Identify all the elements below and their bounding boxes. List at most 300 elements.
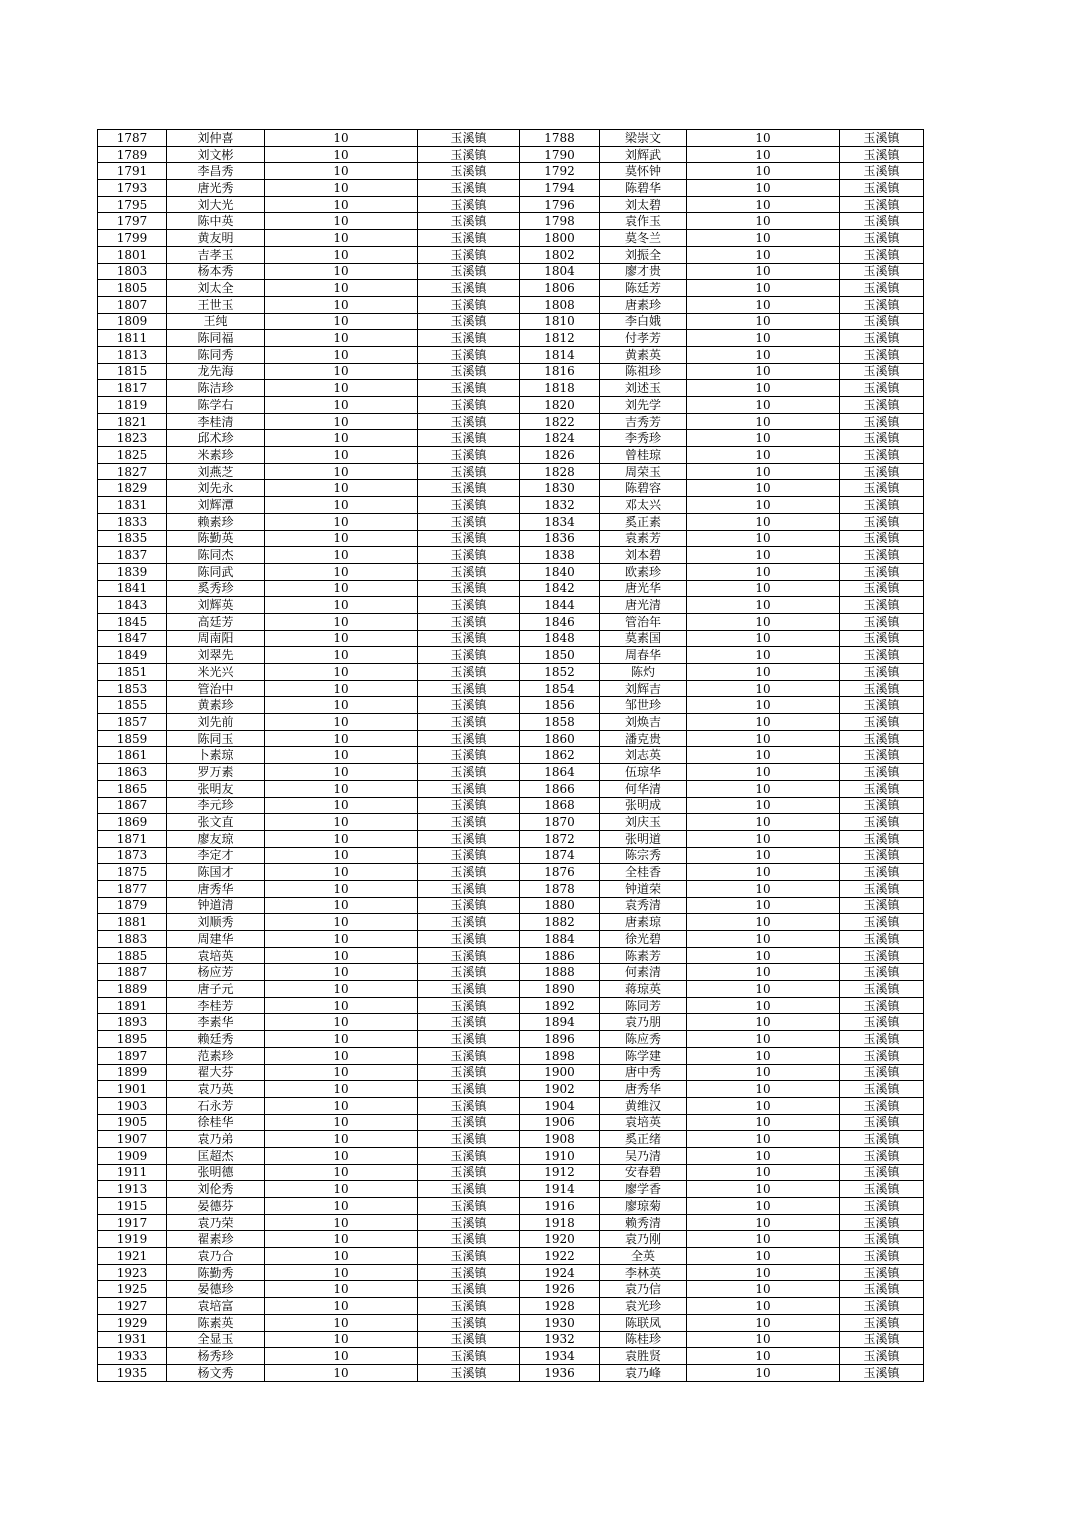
right-township-cell: 玉溪镇: [840, 664, 924, 681]
right-township-cell: 玉溪镇: [840, 780, 924, 797]
left-entry-number-cell: 1893: [98, 1014, 167, 1031]
left-township-cell: 玉溪镇: [418, 1081, 520, 1098]
right-entry-number-cell: 1862: [520, 747, 600, 764]
left-township-cell: 玉溪镇: [418, 1114, 520, 1131]
left-township-cell: 玉溪镇: [418, 163, 520, 180]
table-row: [98, 931, 924, 948]
right-township-cell: 玉溪镇: [840, 964, 924, 981]
right-person-name-cell: 袁秀清: [600, 897, 687, 914]
right-amount-cell: 10: [687, 897, 840, 914]
left-entry-number-cell: 1797: [98, 213, 167, 230]
left-entry-number-cell: 1857: [98, 714, 167, 731]
right-amount-cell: 10: [687, 1348, 840, 1365]
left-person-name-cell: 刘伦秀: [167, 1181, 265, 1198]
table-row: [98, 1348, 924, 1365]
right-township-cell: 玉溪镇: [840, 647, 924, 664]
right-township-cell: 玉溪镇: [840, 430, 924, 447]
left-amount-cell: 10: [265, 714, 418, 731]
left-township-cell: 玉溪镇: [418, 714, 520, 731]
left-entry-number-cell: 1793: [98, 180, 167, 197]
left-entry-number-cell: 1903: [98, 1097, 167, 1114]
right-amount-cell: 10: [687, 497, 840, 514]
right-amount-cell: 10: [687, 1248, 840, 1265]
right-amount-cell: 10: [687, 180, 840, 197]
left-township-cell: 玉溪镇: [418, 697, 520, 714]
right-person-name-cell: 袁作玉: [600, 213, 687, 230]
left-amount-cell: 10: [265, 530, 418, 547]
left-township-cell: 玉溪镇: [418, 230, 520, 247]
left-person-name-cell: 李定才: [167, 847, 265, 864]
table-row: [98, 1264, 924, 1281]
table-row: [98, 180, 924, 197]
left-entry-number-cell: 1843: [98, 597, 167, 614]
left-entry-number-cell: 1927: [98, 1298, 167, 1315]
right-township-cell: 玉溪镇: [840, 764, 924, 781]
left-entry-number-cell: 1819: [98, 397, 167, 414]
left-person-name-cell: 陈同杰: [167, 547, 265, 564]
right-person-name-cell: 莫冬兰: [600, 230, 687, 247]
right-amount-cell: 10: [687, 196, 840, 213]
right-township-cell: 玉溪镇: [840, 346, 924, 363]
left-amount-cell: 10: [265, 296, 418, 313]
left-amount-cell: 10: [265, 947, 418, 964]
right-entry-number-cell: 1836: [520, 530, 600, 547]
left-person-name-cell: 袁乃荣: [167, 1214, 265, 1231]
table-row: [98, 647, 924, 664]
left-person-name-cell: 袁培英: [167, 947, 265, 964]
left-amount-cell: 10: [265, 847, 418, 864]
left-amount-cell: 10: [265, 580, 418, 597]
right-person-name-cell: 刘志英: [600, 747, 687, 764]
roster-table: [97, 129, 924, 1382]
right-amount-cell: 10: [687, 130, 840, 147]
left-entry-number-cell: 1809: [98, 313, 167, 330]
right-entry-number-cell: 1892: [520, 997, 600, 1014]
left-entry-number-cell: 1883: [98, 931, 167, 948]
left-township-cell: 玉溪镇: [418, 647, 520, 664]
left-township-cell: 玉溪镇: [418, 1031, 520, 1048]
right-person-name-cell: 陈同芳: [600, 997, 687, 1014]
right-person-name-cell: 全英: [600, 1248, 687, 1265]
left-entry-number-cell: 1915: [98, 1198, 167, 1215]
left-amount-cell: 10: [265, 1248, 418, 1265]
right-person-name-cell: 陈碧华: [600, 180, 687, 197]
left-entry-number-cell: 1875: [98, 864, 167, 881]
right-amount-cell: 10: [687, 1264, 840, 1281]
left-person-name-cell: 陈同玉: [167, 730, 265, 747]
right-person-name-cell: 陈碧容: [600, 480, 687, 497]
left-township-cell: 玉溪镇: [418, 764, 520, 781]
right-township-cell: 玉溪镇: [840, 847, 924, 864]
table-row: [98, 1181, 924, 1198]
left-entry-number-cell: 1869: [98, 814, 167, 831]
table-row: [98, 764, 924, 781]
left-township-cell: 玉溪镇: [418, 597, 520, 614]
right-person-name-cell: 陈祖珍: [600, 363, 687, 380]
left-person-name-cell: 钟道清: [167, 897, 265, 914]
left-person-name-cell: 周建华: [167, 931, 265, 948]
left-amount-cell: 10: [265, 163, 418, 180]
right-entry-number-cell: 1872: [520, 830, 600, 847]
right-person-name-cell: 陈联凤: [600, 1314, 687, 1331]
left-amount-cell: 10: [265, 213, 418, 230]
right-entry-number-cell: 1882: [520, 914, 600, 931]
left-township-cell: 玉溪镇: [418, 1298, 520, 1315]
right-entry-number-cell: 1810: [520, 313, 600, 330]
left-person-name-cell: 杨秀珍: [167, 1348, 265, 1365]
table-row: [98, 780, 924, 797]
left-entry-number-cell: 1931: [98, 1331, 167, 1348]
right-entry-number-cell: 1788: [520, 130, 600, 147]
right-person-name-cell: 廖才贵: [600, 263, 687, 280]
right-amount-cell: 10: [687, 597, 840, 614]
table-row: [98, 163, 924, 180]
left-amount-cell: 10: [265, 981, 418, 998]
left-entry-number-cell: 1879: [98, 897, 167, 914]
left-entry-number-cell: 1865: [98, 780, 167, 797]
table-row: [98, 1314, 924, 1331]
left-amount-cell: 10: [265, 1114, 418, 1131]
right-amount-cell: 10: [687, 346, 840, 363]
right-entry-number-cell: 1814: [520, 346, 600, 363]
right-township-cell: 玉溪镇: [840, 1264, 924, 1281]
right-person-name-cell: 袁乃信: [600, 1281, 687, 1298]
table-row: [98, 981, 924, 998]
left-amount-cell: 10: [265, 997, 418, 1014]
right-entry-number-cell: 1876: [520, 864, 600, 881]
left-township-cell: 玉溪镇: [418, 246, 520, 263]
left-township-cell: 玉溪镇: [418, 1214, 520, 1231]
left-amount-cell: 10: [265, 130, 418, 147]
left-amount-cell: 10: [265, 864, 418, 881]
right-person-name-cell: 袁乃峰: [600, 1364, 687, 1381]
right-township-cell: 玉溪镇: [840, 613, 924, 630]
left-person-name-cell: 廖友琼: [167, 830, 265, 847]
right-amount-cell: 10: [687, 1031, 840, 1048]
right-entry-number-cell: 1860: [520, 730, 600, 747]
table-row: [98, 130, 924, 147]
left-amount-cell: 10: [265, 447, 418, 464]
right-township-cell: 玉溪镇: [840, 380, 924, 397]
right-amount-cell: 10: [687, 780, 840, 797]
table-row: [98, 1231, 924, 1248]
right-amount-cell: 10: [687, 397, 840, 414]
left-entry-number-cell: 1817: [98, 380, 167, 397]
left-entry-number-cell: 1861: [98, 747, 167, 764]
right-person-name-cell: 赖秀清: [600, 1214, 687, 1231]
right-township-cell: 玉溪镇: [840, 1298, 924, 1315]
left-person-name-cell: 李桂清: [167, 413, 265, 430]
right-person-name-cell: 陈桂珍: [600, 1331, 687, 1348]
table-row: [98, 1198, 924, 1215]
left-entry-number-cell: 1799: [98, 230, 167, 247]
right-entry-number-cell: 1800: [520, 230, 600, 247]
left-entry-number-cell: 1807: [98, 296, 167, 313]
left-person-name-cell: 陈同武: [167, 563, 265, 580]
right-entry-number-cell: 1818: [520, 380, 600, 397]
right-township-cell: 玉溪镇: [840, 1081, 924, 1098]
right-township-cell: 玉溪镇: [840, 730, 924, 747]
right-township-cell: 玉溪镇: [840, 280, 924, 297]
left-amount-cell: 10: [265, 964, 418, 981]
right-entry-number-cell: 1828: [520, 463, 600, 480]
right-amount-cell: 10: [687, 647, 840, 664]
table-row: [98, 1031, 924, 1048]
left-amount-cell: 10: [265, 1097, 418, 1114]
left-entry-number-cell: 1921: [98, 1248, 167, 1265]
right-township-cell: 玉溪镇: [840, 997, 924, 1014]
right-township-cell: 玉溪镇: [840, 547, 924, 564]
right-amount-cell: 10: [687, 1281, 840, 1298]
left-entry-number-cell: 1881: [98, 914, 167, 931]
right-person-name-cell: 付孝芳: [600, 330, 687, 347]
right-township-cell: 玉溪镇: [840, 931, 924, 948]
left-township-cell: 玉溪镇: [418, 1264, 520, 1281]
table-row: [98, 380, 924, 397]
left-amount-cell: 10: [265, 497, 418, 514]
left-amount-cell: 10: [265, 1131, 418, 1148]
left-person-name-cell: 李素华: [167, 1014, 265, 1031]
left-amount-cell: 10: [265, 1214, 418, 1231]
right-amount-cell: 10: [687, 1097, 840, 1114]
left-entry-number-cell: 1839: [98, 563, 167, 580]
left-person-name-cell: 陈学右: [167, 397, 265, 414]
table-row: [98, 1214, 924, 1231]
left-entry-number-cell: 1811: [98, 330, 167, 347]
right-person-name-cell: 刘先学: [600, 397, 687, 414]
left-township-cell: 玉溪镇: [418, 330, 520, 347]
roster-body: [98, 130, 924, 1382]
right-person-name-cell: 莫素国: [600, 630, 687, 647]
left-person-name-cell: 黄素珍: [167, 697, 265, 714]
left-person-name-cell: 袁培富: [167, 1298, 265, 1315]
right-amount-cell: 10: [687, 1064, 840, 1081]
right-person-name-cell: 奚正绪: [600, 1131, 687, 1148]
right-township-cell: 玉溪镇: [840, 296, 924, 313]
left-entry-number-cell: 1831: [98, 497, 167, 514]
right-entry-number-cell: 1804: [520, 263, 600, 280]
left-township-cell: 玉溪镇: [418, 780, 520, 797]
left-amount-cell: 10: [265, 1264, 418, 1281]
right-entry-number-cell: 1798: [520, 213, 600, 230]
right-township-cell: 玉溪镇: [840, 146, 924, 163]
table-row: [98, 547, 924, 564]
right-amount-cell: 10: [687, 1214, 840, 1231]
left-person-name-cell: 刘燕芝: [167, 463, 265, 480]
right-person-name-cell: 钟道荣: [600, 880, 687, 897]
left-amount-cell: 10: [265, 397, 418, 414]
right-person-name-cell: 陈应秀: [600, 1031, 687, 1048]
left-township-cell: 玉溪镇: [418, 263, 520, 280]
left-entry-number-cell: 1873: [98, 847, 167, 864]
right-township-cell: 玉溪镇: [840, 1314, 924, 1331]
right-amount-cell: 10: [687, 830, 840, 847]
table-row: [98, 1047, 924, 1064]
left-entry-number-cell: 1909: [98, 1147, 167, 1164]
left-person-name-cell: 刘文彬: [167, 146, 265, 163]
left-person-name-cell: 刘翠先: [167, 647, 265, 664]
left-township-cell: 玉溪镇: [418, 997, 520, 1014]
left-township-cell: 玉溪镇: [418, 847, 520, 864]
table-row: [98, 1081, 924, 1098]
left-township-cell: 玉溪镇: [418, 213, 520, 230]
right-person-name-cell: 刘辉吉: [600, 680, 687, 697]
right-township-cell: 玉溪镇: [840, 1164, 924, 1181]
left-township-cell: 玉溪镇: [418, 1097, 520, 1114]
table-row: [98, 480, 924, 497]
left-township-cell: 玉溪镇: [418, 313, 520, 330]
right-person-name-cell: 蒋琼英: [600, 981, 687, 998]
left-person-name-cell: 吉孝玉: [167, 246, 265, 263]
table-row: [98, 1064, 924, 1081]
left-amount-cell: 10: [265, 363, 418, 380]
right-entry-number-cell: 1790: [520, 146, 600, 163]
left-entry-number-cell: 1841: [98, 580, 167, 597]
right-township-cell: 玉溪镇: [840, 1348, 924, 1365]
right-entry-number-cell: 1936: [520, 1364, 600, 1381]
right-township-cell: 玉溪镇: [840, 563, 924, 580]
left-amount-cell: 10: [265, 664, 418, 681]
right-person-name-cell: 黄素英: [600, 346, 687, 363]
right-person-name-cell: 陈廷芳: [600, 280, 687, 297]
left-amount-cell: 10: [265, 880, 418, 897]
left-amount-cell: 10: [265, 313, 418, 330]
left-township-cell: 玉溪镇: [418, 730, 520, 747]
right-amount-cell: 10: [687, 680, 840, 697]
right-person-name-cell: 刘述玉: [600, 380, 687, 397]
right-person-name-cell: 周荣玉: [600, 463, 687, 480]
left-person-name-cell: 杨文秀: [167, 1364, 265, 1381]
right-township-cell: 玉溪镇: [840, 196, 924, 213]
right-township-cell: 玉溪镇: [840, 1248, 924, 1265]
right-entry-number-cell: 1834: [520, 513, 600, 530]
left-person-name-cell: 赖廷秀: [167, 1031, 265, 1048]
left-entry-number-cell: 1813: [98, 346, 167, 363]
right-amount-cell: 10: [687, 764, 840, 781]
right-entry-number-cell: 1824: [520, 430, 600, 447]
left-person-name-cell: 王世玉: [167, 296, 265, 313]
right-township-cell: 玉溪镇: [840, 864, 924, 881]
left-township-cell: 玉溪镇: [418, 547, 520, 564]
left-amount-cell: 10: [265, 280, 418, 297]
right-amount-cell: 10: [687, 964, 840, 981]
table-row: [98, 797, 924, 814]
left-township-cell: 玉溪镇: [418, 814, 520, 831]
left-amount-cell: 10: [265, 1348, 418, 1365]
right-entry-number-cell: 1874: [520, 847, 600, 864]
right-person-name-cell: 张明成: [600, 797, 687, 814]
table-row: [98, 947, 924, 964]
left-entry-number-cell: 1833: [98, 513, 167, 530]
right-township-cell: 玉溪镇: [840, 1097, 924, 1114]
right-person-name-cell: 李白娥: [600, 313, 687, 330]
left-entry-number-cell: 1901: [98, 1081, 167, 1098]
table-row: [98, 964, 924, 981]
right-amount-cell: 10: [687, 146, 840, 163]
left-entry-number-cell: 1827: [98, 463, 167, 480]
left-entry-number-cell: 1911: [98, 1164, 167, 1181]
left-person-name-cell: 陈中英: [167, 213, 265, 230]
table-row: [98, 280, 924, 297]
left-entry-number-cell: 1895: [98, 1031, 167, 1048]
right-township-cell: 玉溪镇: [840, 513, 924, 530]
right-entry-number-cell: 1890: [520, 981, 600, 998]
right-amount-cell: 10: [687, 981, 840, 998]
left-person-name-cell: 王纯: [167, 313, 265, 330]
left-amount-cell: 10: [265, 196, 418, 213]
right-township-cell: 玉溪镇: [840, 1131, 924, 1148]
left-township-cell: 玉溪镇: [418, 664, 520, 681]
left-person-name-cell: 范素珍: [167, 1047, 265, 1064]
right-entry-number-cell: 1796: [520, 196, 600, 213]
left-amount-cell: 10: [265, 1364, 418, 1381]
left-person-name-cell: 陈同秀: [167, 346, 265, 363]
left-person-name-cell: 唐子元: [167, 981, 265, 998]
left-person-name-cell: 高廷芳: [167, 613, 265, 630]
left-amount-cell: 10: [265, 1064, 418, 1081]
table-row: [98, 513, 924, 530]
right-entry-number-cell: 1840: [520, 563, 600, 580]
right-township-cell: 玉溪镇: [840, 1181, 924, 1198]
right-entry-number-cell: 1916: [520, 1198, 600, 1215]
table-row: [98, 363, 924, 380]
right-person-name-cell: 何华清: [600, 780, 687, 797]
left-person-name-cell: 杨本秀: [167, 263, 265, 280]
right-person-name-cell: 管治年: [600, 613, 687, 630]
left-amount-cell: 10: [265, 597, 418, 614]
right-person-name-cell: 廖琼菊: [600, 1198, 687, 1215]
left-person-name-cell: 刘先前: [167, 714, 265, 731]
right-amount-cell: 10: [687, 914, 840, 931]
right-township-cell: 玉溪镇: [840, 1014, 924, 1031]
table-row: [98, 196, 924, 213]
right-entry-number-cell: 1920: [520, 1231, 600, 1248]
right-amount-cell: 10: [687, 747, 840, 764]
left-entry-number-cell: 1791: [98, 163, 167, 180]
left-township-cell: 玉溪镇: [418, 397, 520, 414]
right-person-name-cell: 刘庆玉: [600, 814, 687, 831]
left-person-name-cell: 唐秀华: [167, 880, 265, 897]
left-person-name-cell: 刘辉潭: [167, 497, 265, 514]
left-amount-cell: 10: [265, 547, 418, 564]
left-person-name-cell: 袁乃弟: [167, 1131, 265, 1148]
left-person-name-cell: 刘辉英: [167, 597, 265, 614]
right-entry-number-cell: 1912: [520, 1164, 600, 1181]
right-amount-cell: 10: [687, 1131, 840, 1148]
right-amount-cell: 10: [687, 330, 840, 347]
left-person-name-cell: 全显玉: [167, 1331, 265, 1348]
right-person-name-cell: 唐中秀: [600, 1064, 687, 1081]
right-entry-number-cell: 1826: [520, 447, 600, 464]
right-township-cell: 玉溪镇: [840, 246, 924, 263]
left-entry-number-cell: 1871: [98, 830, 167, 847]
left-amount-cell: 10: [265, 630, 418, 647]
right-amount-cell: 10: [687, 1231, 840, 1248]
left-township-cell: 玉溪镇: [418, 947, 520, 964]
right-township-cell: 玉溪镇: [840, 1031, 924, 1048]
left-township-cell: 玉溪镇: [418, 1164, 520, 1181]
right-amount-cell: 10: [687, 1014, 840, 1031]
right-person-name-cell: 唐光清: [600, 597, 687, 614]
right-person-name-cell: 陈灼: [600, 664, 687, 681]
left-township-cell: 玉溪镇: [418, 580, 520, 597]
table-row: [98, 664, 924, 681]
left-township-cell: 玉溪镇: [418, 931, 520, 948]
right-entry-number-cell: 1896: [520, 1031, 600, 1048]
left-person-name-cell: 徐桂华: [167, 1114, 265, 1131]
right-entry-number-cell: 1906: [520, 1114, 600, 1131]
right-person-name-cell: 袁乃朋: [600, 1014, 687, 1031]
